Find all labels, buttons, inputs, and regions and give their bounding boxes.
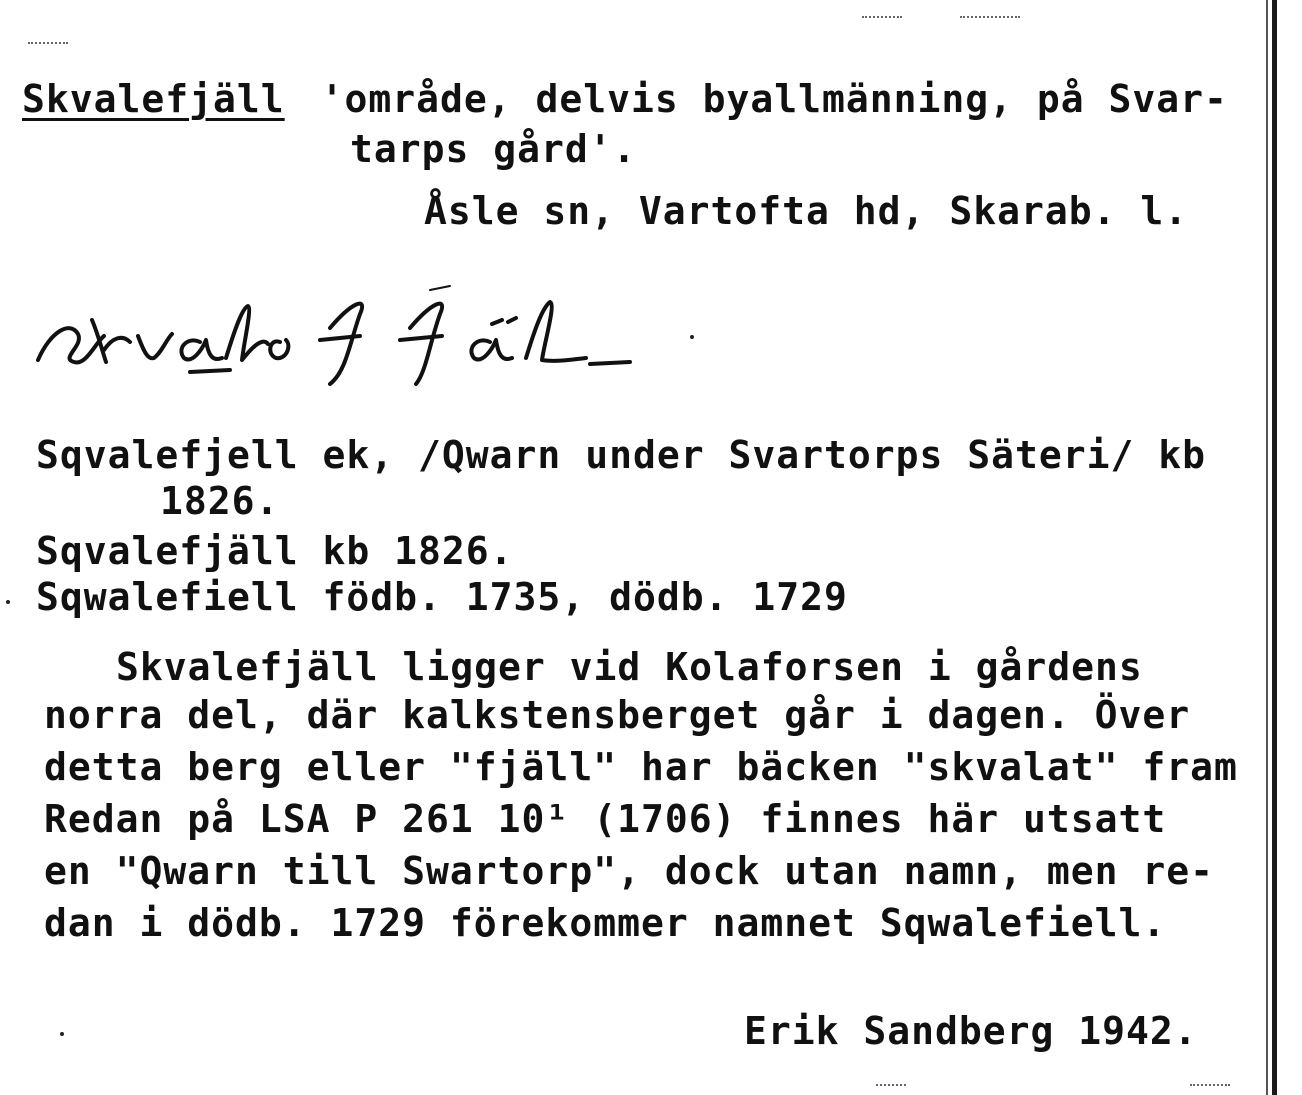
card-edge <box>1272 0 1277 1095</box>
scan-dots <box>1190 1084 1230 1088</box>
definition-line2: tarps gård'. <box>350 127 637 171</box>
scan-speck <box>60 1032 64 1036</box>
form-2: Sqvalefjäll kb 1826. <box>36 529 514 573</box>
headword-line <box>22 77 1228 121</box>
card-edge-shadow <box>1266 0 1268 1095</box>
scan-dots <box>876 1084 906 1088</box>
form-3: Sqwalefiell födb. 1735, dödb. 1729 <box>36 575 848 619</box>
paragraph-line: dan i dödb. 1729 förekommer namnet Sqwalefiell. <box>44 901 1167 945</box>
handwritten-form <box>30 262 710 392</box>
scan-dots <box>28 42 68 46</box>
form-1-line1: Sqvalefjell ek, /Qwarn under Svartorps Säteri/ kb <box>36 433 1207 477</box>
paragraph-line: Redan på LSA P 261 10¹ (1706) finnes här utsatt <box>44 797 1167 841</box>
paragraph-line: en "Qwarn till Swartorp", dock utan namn, men re- <box>44 849 1215 893</box>
definition-line1: 'område, delvis byallmänning, på Svar- <box>320 77 1228 121</box>
scan-dots <box>960 16 1020 20</box>
author-signature: Erik Sandberg 1942. <box>744 1009 1198 1053</box>
paragraph-line: detta berg eller "fjäll" har bäcken "skvalat" fram <box>44 745 1238 789</box>
paragraph-line: Skvalefjäll ligger vid Kolaforsen i gårdens <box>116 645 1143 689</box>
form-1-line2: 1826. <box>160 479 280 523</box>
headword: Skvalefjäll <box>22 77 285 121</box>
paragraph-line: norra del, där kalkstensberget går i dagen. Över <box>44 693 1191 737</box>
scan-dots <box>862 16 902 20</box>
scan-speck <box>6 600 10 604</box>
location-line: Åsle sn, Vartofta hd, Skarab. l. <box>424 189 1189 233</box>
